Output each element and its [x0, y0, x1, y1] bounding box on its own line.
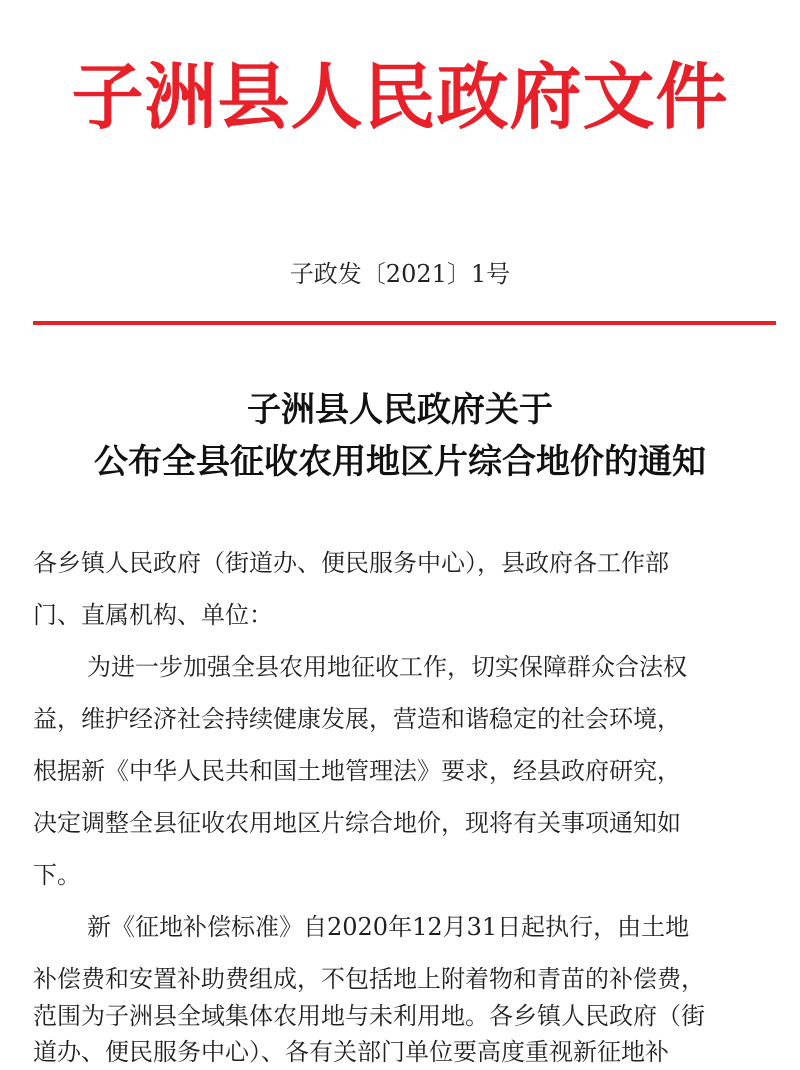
notice-title-line-1: 子洲县人民政府关于: [247, 390, 553, 430]
document-header-title: 子洲县人民政府文件: [71, 54, 729, 139]
paragraph-1-line-3: 根据新《中华人民共和国土地管理法》要求，经县政府研究，: [33, 757, 681, 785]
paragraph-1-line-1: 为进一步加强全县农用地征收工作，切实保障群众合法权: [87, 653, 687, 681]
paragraph-2-line-1: 新《征地补偿标准》自2020年12月31日起执行，由土地: [87, 913, 690, 941]
paragraph-2-line-3: 范围为子洲县全域集体农用地与未利用地。各乡镇人民政府（街: [33, 1002, 705, 1030]
addressee-line-1: 各乡镇人民政府（街道办、便民服务中心），县政府各工作部: [33, 549, 669, 577]
notice-title-line-2: 公布全县征收农用地区片综合地价的通知: [94, 442, 706, 482]
paragraph-1-line-5: 下。: [33, 861, 81, 889]
addressee-line-2: 门、直属机构、单位：: [33, 601, 273, 629]
document-number: 子政发〔2021〕1号: [289, 260, 511, 288]
paragraph-1-line-4: 决定调整全县征收农用地区片综合地价，现将有关事项通知如: [33, 809, 681, 837]
paragraph-1-line-2: 益，维护经济社会持续健康发展，营造和谐稳定的社会环境，: [33, 705, 681, 733]
red-divider-line: [33, 321, 776, 325]
paragraph-2-line-2: 补偿费和安置补助费组成，不包括地上附着物和青苗的补偿费，: [33, 965, 705, 993]
paragraph-2-line-4: 道办、便民服务中心）、各有关部门单位要高度重视新征地补: [33, 1038, 669, 1066]
